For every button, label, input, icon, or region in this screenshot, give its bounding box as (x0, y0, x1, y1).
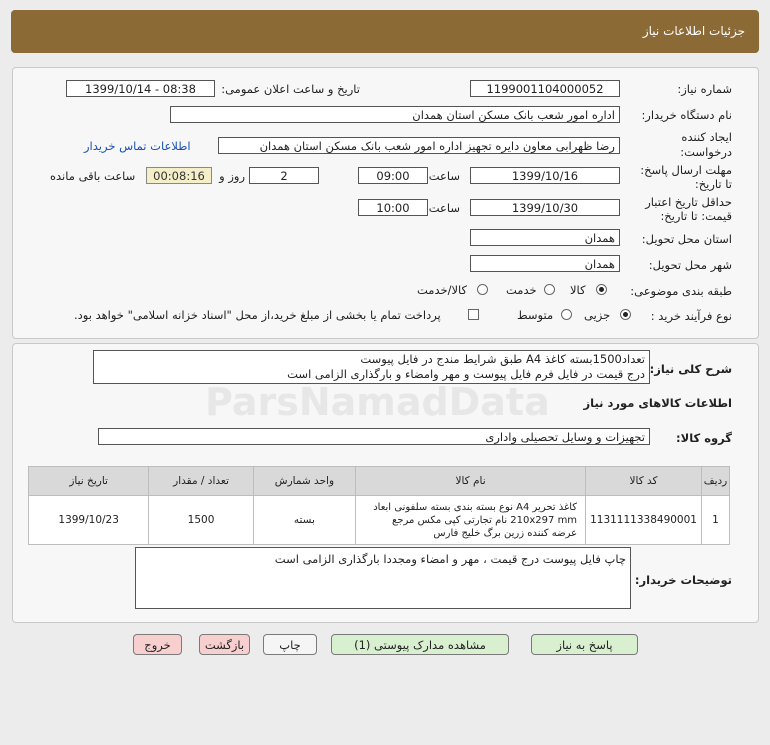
treasury-checkbox[interactable] (468, 309, 479, 320)
category-goods-service-radio[interactable] (477, 284, 488, 295)
deadline-label-2: تا تاریخ: (694, 177, 732, 191)
category-goods-radio[interactable] (596, 284, 607, 295)
need-number-field[interactable]: 1199001104000052 (470, 80, 620, 97)
goods-section-title: اطلاعات کالاهای مورد نیاز (583, 396, 732, 410)
city-field[interactable]: همدان (470, 255, 620, 272)
buyer-notes-label: توضیحات خریدار: (634, 573, 732, 587)
buyer-notes-box[interactable]: چاپ فایل پیوست درج قیمت ، مهر و امضاء ومجددا بارگذاری الزامی است (135, 547, 631, 609)
goods-table-header (29, 467, 730, 496)
category-label: طبقه بندی موضوعی: (630, 284, 732, 298)
creator-label-1: ایجاد کننده (681, 130, 732, 144)
col-header-date: تاریخ نیاز (29, 467, 149, 496)
summary-line-2: درج قیمت در فایل فرم فایل پیوست و مهر وامضاء و بارگذاری الزامی است (287, 367, 645, 381)
days-label: روز و (219, 169, 245, 183)
category-service-radio[interactable] (544, 284, 555, 295)
process-medium-label: متوسط (517, 308, 554, 322)
cell-qty: 1500 (149, 496, 253, 545)
remaining-label: ساعت باقی مانده (50, 169, 136, 183)
col-header-qty: تعداد / مقدار (149, 467, 253, 496)
validity-time-field[interactable]: 10:00 (358, 199, 428, 216)
deadline-date-field[interactable]: 1399/10/16 (470, 167, 620, 184)
cell-date: 1399/10/23 (29, 496, 149, 545)
process-medium-radio[interactable] (561, 309, 572, 320)
col-header-code: کد کالا (586, 467, 702, 496)
back-button[interactable]: بازگشت (199, 634, 250, 655)
col-header-name: نام کالا (356, 467, 586, 496)
summary-label: شرح کلی نیاز: (649, 362, 732, 376)
creator-field[interactable]: رضا ظهرابی معاون دایره تجهیز اداره امور شعب بانک مسکن استان همدان (218, 137, 620, 154)
buyer-field[interactable]: اداره امور شعب بانک مسکن استان همدان (170, 106, 620, 123)
validity-label-2: قیمت: تا تاریخ: (660, 209, 732, 223)
process-label: نوع فرآیند خرید : (650, 309, 732, 323)
remaining-time-field: 00:08:16 (146, 167, 212, 184)
need-number-label: شماره نیاز: (677, 82, 732, 96)
treasury-note: پرداخت تمام یا بخشی از مبلغ خرید،از محل "اسناد خزانه اسلامی" خواهد بود. (74, 308, 441, 322)
category-goods-label: کالا (570, 283, 586, 297)
deadline-time-field[interactable]: 09:00 (358, 167, 428, 184)
page-header (11, 10, 759, 53)
deadline-label-1: مهلت ارسال پاسخ: (640, 163, 732, 177)
attachments-button[interactable]: مشاهده مدارک پیوستی (1) (331, 634, 509, 655)
col-header-row: ردیف (702, 467, 730, 496)
process-minor-label: جزیی (584, 308, 611, 322)
table-row (29, 496, 730, 545)
announce-label: تاریخ و ساعت اعلان عمومی: (221, 82, 360, 96)
province-label: استان محل تحویل: (641, 232, 732, 246)
announce-date-field[interactable]: 1399/10/14 - 08:38 (66, 80, 215, 97)
reply-button[interactable]: پاسخ به نیاز (531, 634, 638, 655)
cell-unit: بسته (253, 496, 355, 545)
validity-time-label: ساعت (428, 201, 460, 215)
exit-button[interactable]: خروج (133, 634, 182, 655)
print-button[interactable]: چاپ (263, 634, 317, 655)
city-label: شهر محل تحویل: (648, 258, 732, 272)
goods-group-label: گروه کالا: (676, 431, 732, 445)
goods-group-field[interactable]: تجهیزات و وسایل تحصیلی واداری (98, 428, 650, 445)
validity-date-field[interactable]: 1399/10/30 (470, 199, 620, 216)
col-header-unit: واحد شمارش (253, 467, 355, 496)
cell-code: 1131111338490001 (586, 496, 702, 545)
buyer-contact-link[interactable]: اطلاعات تماس خریدار (84, 139, 191, 153)
cell-row: 1 (702, 496, 730, 545)
validity-label-1: حداقل تاریخ اعتبار (645, 195, 732, 209)
page-title: جزئیات اطلاعات نیاز (642, 24, 745, 38)
category-goods-service-label: کالا/خدمت (417, 283, 468, 297)
days-field[interactable]: 2 (249, 167, 319, 184)
category-service-label: خدمت (506, 283, 537, 297)
summary-line-1: تعداد1500بسته کاغذ A4 طبق شرایط مندج در فایل پیوست (360, 352, 645, 366)
goods-table (28, 466, 730, 545)
process-minor-radio[interactable] (620, 309, 631, 320)
province-field[interactable]: همدان (470, 229, 620, 246)
summary-box[interactable] (93, 350, 650, 384)
cell-name: کاغذ تحریر A4 نوع بسته بندی بسته سلفونی ابعاد 210x297 mm نام تجارتی کپی مکس مرجع عرضه کننده زرین برگ خلیج فارس (356, 496, 586, 545)
deadline-time-label: ساعت (428, 169, 460, 183)
creator-label-2: درخواست: (680, 145, 732, 159)
buyer-label: نام دستگاه خریدار: (641, 108, 732, 122)
